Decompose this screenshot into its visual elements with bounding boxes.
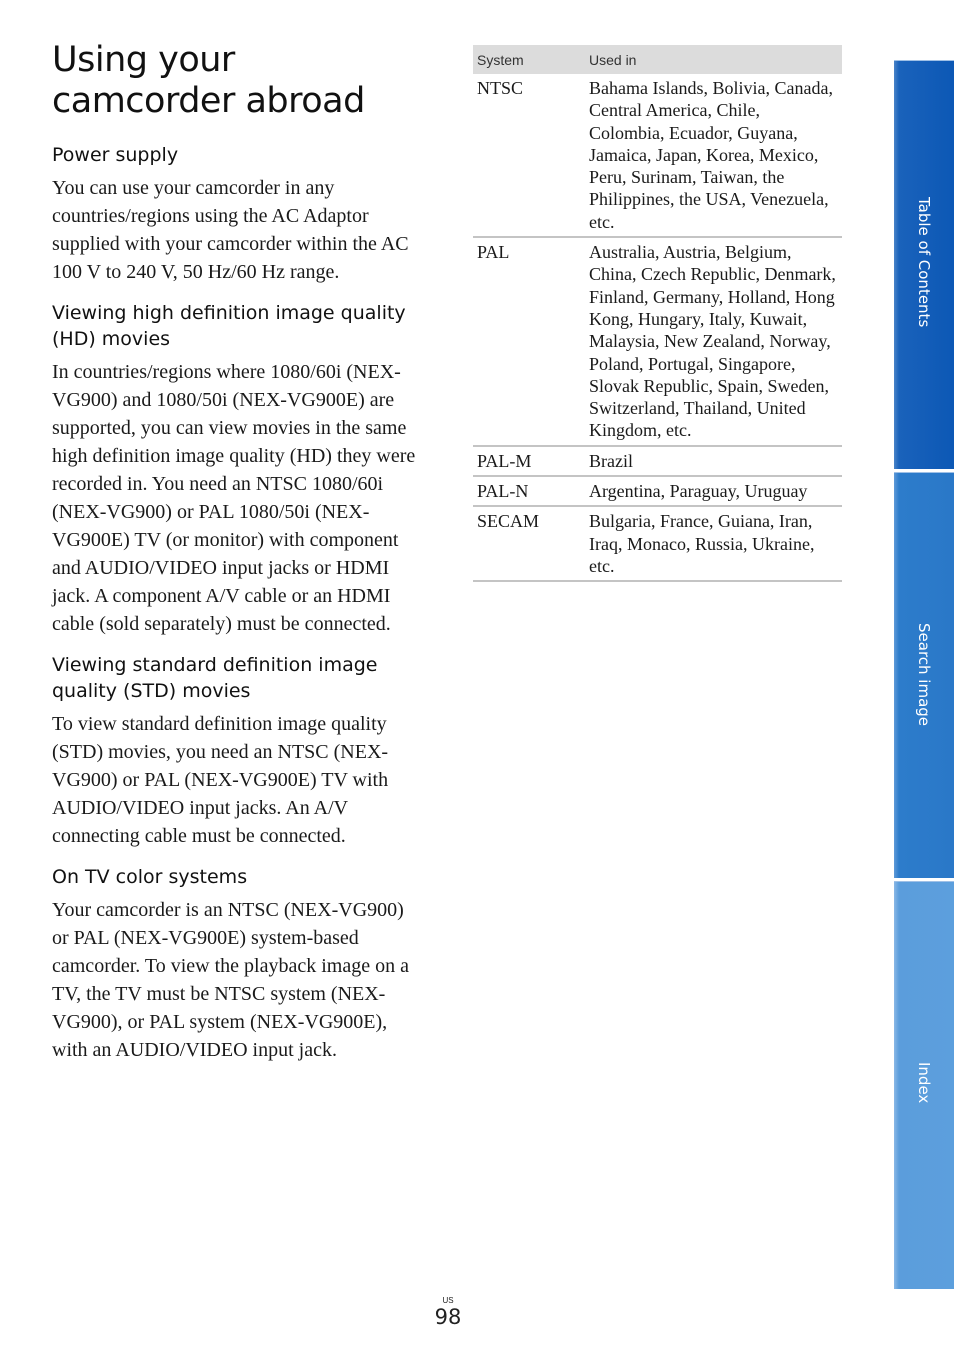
section-body: To view standard definition image quality (STD) movies, you need an NTSC (NEX-VG900) or PAL (NEX-VG900E) TV with AUDIO/VIDEO input jacks. An A/V connecting cable must be connected. xyxy=(52,713,389,847)
cell-used-in: Brazil xyxy=(585,446,842,476)
cell-used-in: Bahama Islands, Bolivia, Canada, Central America, Chile, Colombia, Ecuador, Guyana, Jamaica, Japan, Korea, Mexico, Peru, Surinam, Taiwan, the Philippines, the USA, Venezuela, etc. xyxy=(585,74,842,237)
section-power-supply xyxy=(52,142,422,286)
main-content xyxy=(52,40,422,1078)
table-row xyxy=(473,446,842,476)
region-code: US xyxy=(442,1296,454,1305)
header-used-in: Used in xyxy=(585,45,842,74)
section-heading: Viewing standard definition image quality (STD) movies xyxy=(52,654,378,702)
cell-used-in: Australia, Austria, Belgium, China, Czech Republic, Denmark, Finland, Germany, Holland, Hong Kong, Hungary, Italy, Kuwait, Malaysia, New Zealand, Norway, Poland, Portugal, Singapore, Slovak Republic, Spain, Sweden, Switzerland, Thailand, United Kingdom, etc. xyxy=(585,237,842,446)
cell-system: SECAM xyxy=(473,506,585,581)
page-number: 98 xyxy=(434,1305,462,1329)
tab-label: Index xyxy=(915,1062,933,1104)
section-body: You can use your camcorder in any countries/regions using the AC Adaptor supplied with your camcorder within the AC 100 V to 240 V, 50 Hz/60 Hz range. xyxy=(52,177,409,283)
section-body: Your camcorder is an NTSC (NEX-VG900) or PAL (NEX-VG900E) system-based camcorder. To view the playback image on a TV, the TV must be NTSC system (NEX-VG900), or PAL system (NEX-VG900E), with an AUDIO/VIDEO input jack. xyxy=(52,899,409,1061)
tab-search-image[interactable] xyxy=(894,472,954,878)
color-systems-table-wrap xyxy=(473,45,842,582)
tab-index[interactable] xyxy=(894,881,954,1289)
table-row xyxy=(473,506,842,581)
cell-system: NTSC xyxy=(473,74,585,237)
section-heading: Power supply xyxy=(52,144,179,166)
tab-label: Table of Contents xyxy=(915,197,933,328)
tab-table-of-contents[interactable] xyxy=(894,60,954,469)
page-title: Using your camcorder abroad xyxy=(52,40,365,121)
cell-system: PAL-M xyxy=(473,446,585,476)
section-heading: Viewing high definition image quality (HD) movies xyxy=(52,302,406,350)
section-hd-movies xyxy=(52,300,422,638)
color-systems-table xyxy=(473,45,842,582)
header-system: System xyxy=(473,45,585,74)
table-row xyxy=(473,237,842,446)
section-std-movies xyxy=(52,652,422,850)
section-heading: On TV color systems xyxy=(52,866,248,888)
table-header-row xyxy=(473,45,842,74)
cell-used-in: Bulgaria, France, Guiana, Iran, Iraq, Monaco, Russia, Ukraine, etc. xyxy=(585,506,842,581)
cell-system: PAL xyxy=(473,237,585,446)
table-row xyxy=(473,476,842,506)
cell-used-in: Argentina, Paraguay, Uruguay xyxy=(585,476,842,506)
page-footer xyxy=(433,1296,463,1328)
table-row xyxy=(473,74,842,237)
section-body: In countries/regions where 1080/60i (NEX-VG900) and 1080/50i (NEX-VG900E) are supported, you can view movies in the same high definition image quality (HD) they were recorded in. You need an NTSC 1080/60i (NEX-VG900) or PAL 1080/50i (NEX-VG900E) TV (or monitor) with component and AUDIO/VIDEO input jacks or HDMI jack. A component A/V cable or an HDMI cable (sold separately) must be connected. xyxy=(52,361,416,635)
section-tv-color-systems xyxy=(52,864,422,1064)
cell-system: PAL-N xyxy=(473,476,585,506)
tab-label: Search image xyxy=(915,623,933,727)
